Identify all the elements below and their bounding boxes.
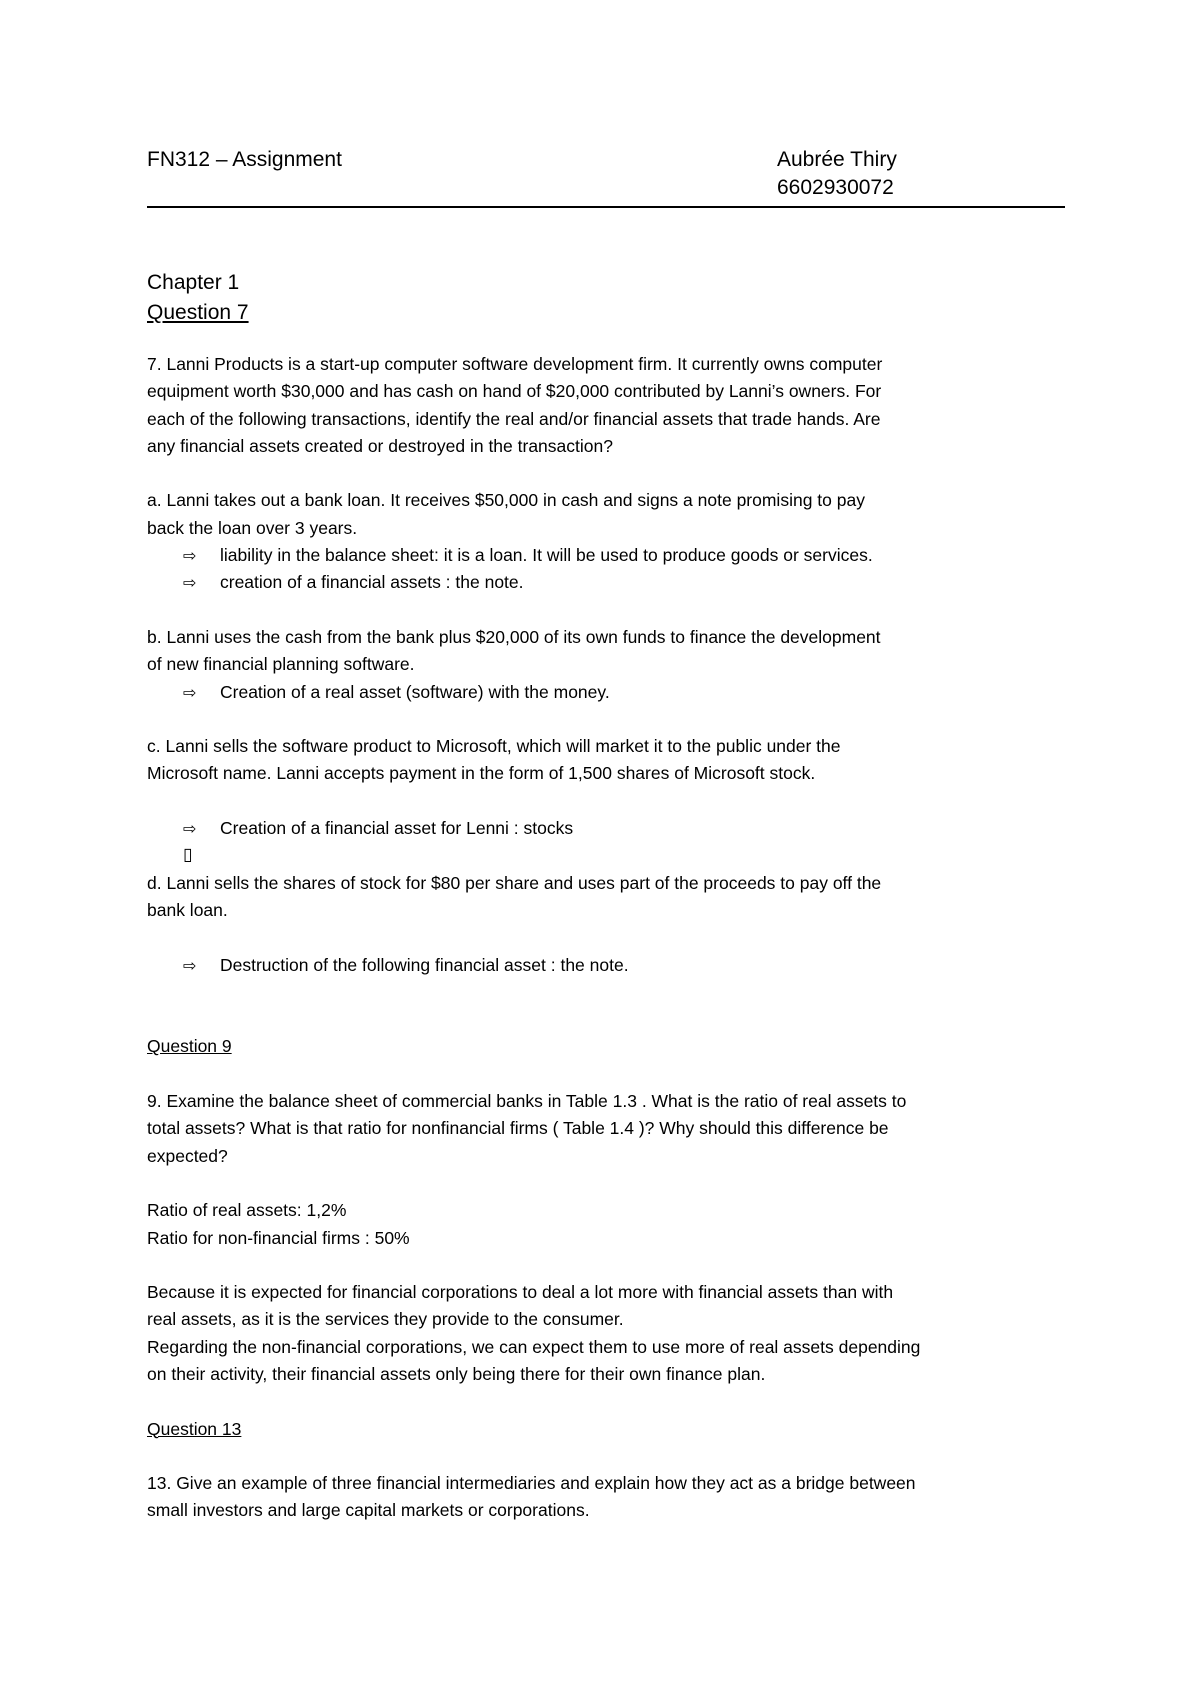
- document-body: [147, 268, 1065, 1525]
- q7-prompt-line: any financial assets created or destroyed in the transaction?: [147, 435, 613, 456]
- question-9-heading: Question 9: [147, 1036, 232, 1057]
- q9-explanation-line: on their activity, their financial assets only being there for their own finance plan.: [147, 1363, 766, 1384]
- q7-part-a-line: back the loan over 3 years.: [147, 517, 358, 538]
- author-name: Aubrée Thiry: [777, 148, 897, 171]
- q7-a-answer: [147, 569, 1065, 596]
- q9-answer-line: Ratio for non-financial firms : 50%: [147, 1227, 410, 1248]
- q7-a-answer-text: liability in the balance sheet: it is a loan. It will be used to produce goods or services.: [220, 545, 873, 566]
- document-page: [147, 0, 1065, 1698]
- arrow-icon: ⇨: [183, 546, 197, 566]
- q7-prompt-line: each of the following transactions, identify the real and/or financial assets that trade hands. Are: [147, 408, 881, 429]
- q7-part-b-line: of new financial planning software.: [147, 654, 415, 675]
- q7-part-d-line: bank loan.: [147, 899, 228, 920]
- q7-d-answer: [147, 952, 1065, 979]
- arrow-icon: ⇨: [183, 819, 197, 839]
- q7-prompt-line: 7. Lanni Products is a start-up computer software development firm. It currently owns computer: [147, 354, 883, 374]
- q9-prompt-line: 9. Examine the balance sheet of commercial banks in Table 1.3 . What is the ratio of real assets to: [147, 1091, 907, 1112]
- q9-answer-line: Ratio of real assets: 1,2%: [147, 1200, 347, 1221]
- course-title: FN312 – Assignment: [147, 148, 342, 171]
- q7-a-answer: [147, 542, 1065, 569]
- q7-prompt-line: equipment worth $30,000 and has cash on hand of $20,000 contributed by Lanni’s owners. For: [147, 381, 882, 402]
- q7-part-b-line: b. Lanni uses the cash from the bank plus $20,000 of its own funds to finance the development: [147, 626, 881, 647]
- q7-c-answer: [147, 815, 1065, 842]
- q13-prompt-line: small investors and large capital markets or corporations.: [147, 1500, 590, 1521]
- arrow-icon: ⇨: [183, 682, 197, 702]
- q7-a-answer-text: creation of a financial assets : the note.: [220, 572, 524, 593]
- q7-b-answer: [147, 679, 1065, 706]
- q7-part-d-line: d. Lanni sells the shares of stock for $80 per share and uses part of the proceeds to pay off the: [147, 872, 882, 893]
- author-block: [777, 146, 897, 202]
- q7-d-answer-text: Destruction of the following financial asset : the note.: [220, 954, 629, 975]
- question-7-heading: Question 7: [147, 301, 249, 324]
- q9-explanation-line: real assets, as it is the services they provide to the consumer.: [147, 1309, 624, 1330]
- arrow-icon: ⇨: [183, 573, 197, 593]
- q9-explanation-line: Regarding the non-financial corporations, we can expect them to use more of real assets depending: [147, 1336, 921, 1357]
- q9-explanation-line: Because it is expected for financial corporations to deal a lot more with financial assets than with: [147, 1282, 894, 1303]
- q7-part-c-line: c. Lanni sells the software product to Microsoft, which will market it to the public under the: [147, 736, 841, 757]
- q7-part-c-line: Microsoft name. Lanni accepts payment in the form of 1,500 shares of Microsoft stock.: [147, 763, 816, 784]
- q7-part-a-line: a. Lanni takes out a bank loan. It receives $50,000 in cash and signs a note promising to pay: [147, 490, 865, 511]
- student-id: 6602930072: [777, 176, 894, 199]
- chapter-heading: Chapter 1: [147, 271, 240, 294]
- q9-prompt-line: total assets? What is that ratio for nonfinancial firms ( Table 1.4 )? Why should this difference be: [147, 1118, 889, 1139]
- q7-c-answer-text: Creation of a financial asset for Lenni : stocks: [220, 818, 574, 839]
- q13-prompt-line: 13. Give an example of three financial intermediaries and explain how they act as a bridge between: [147, 1473, 916, 1494]
- q7-b-answer-text: Creation of a real asset (software) with the money.: [220, 681, 610, 702]
- document-header: [147, 146, 1065, 208]
- missing-glyph-box: ▯: [183, 845, 193, 866]
- arrow-icon: ⇨: [183, 955, 197, 975]
- q9-prompt-line: expected?: [147, 1145, 228, 1166]
- question-13-heading: Question 13: [147, 1418, 242, 1439]
